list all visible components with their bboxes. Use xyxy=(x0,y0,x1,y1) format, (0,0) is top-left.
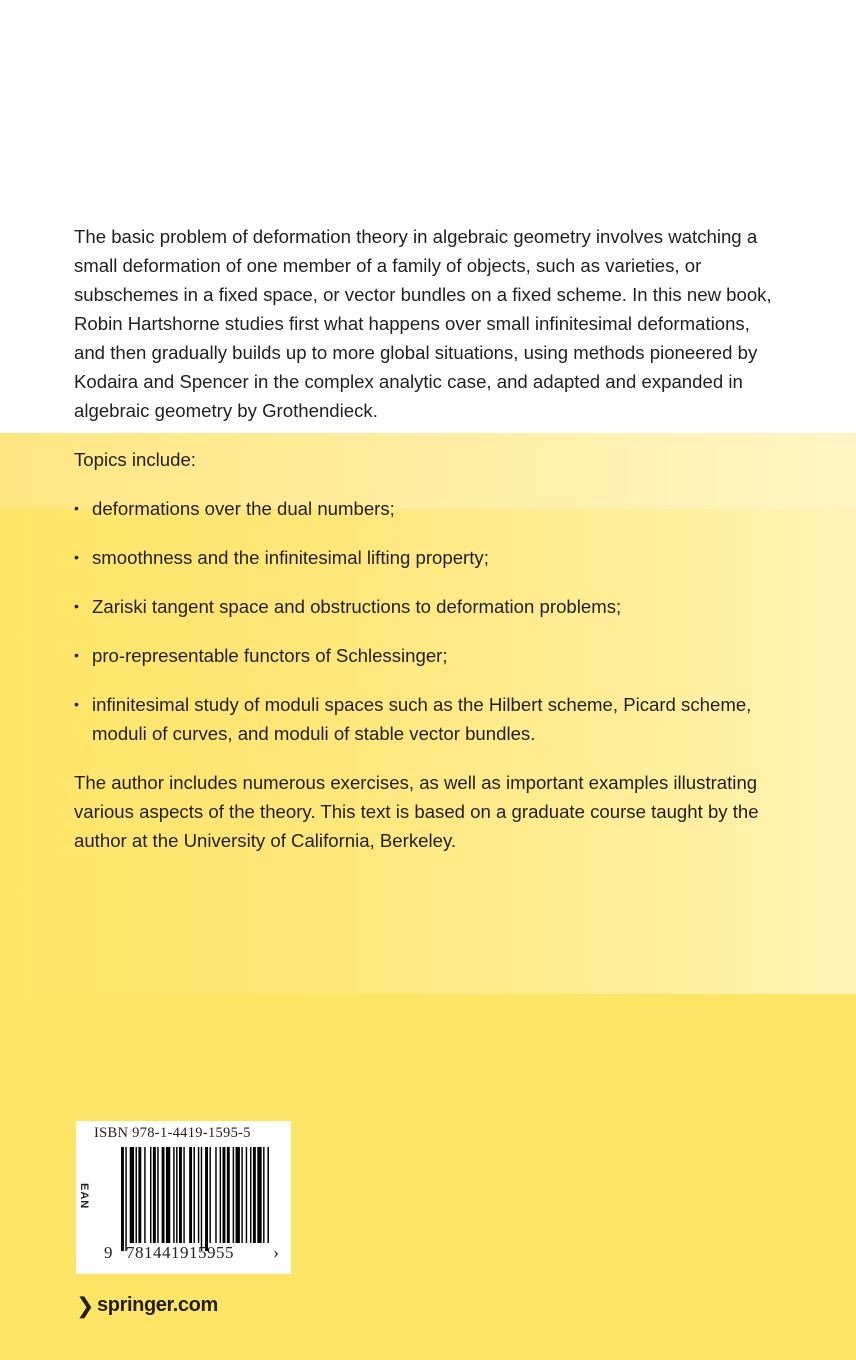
topic-item: • pro-representable functors of Schlessinger; xyxy=(74,641,774,670)
barcode-bar xyxy=(138,1147,141,1243)
publisher-site: springer.com xyxy=(97,1294,218,1316)
barcode-bar xyxy=(227,1147,230,1243)
ean-label: EAN xyxy=(78,1183,90,1210)
topics-heading: Topics include: xyxy=(74,449,196,470)
barcode-bar xyxy=(130,1147,134,1243)
ean-digit-string: 781441915955 xyxy=(126,1243,234,1262)
barcode-bar xyxy=(233,1147,234,1243)
topic-item: • infinitesimal study of moduli spaces such as the Hilbert scheme, Picard scheme, moduli of curves, and moduli of stable vector bundles. xyxy=(74,690,774,748)
barcode-bar xyxy=(220,1147,221,1243)
isbn-barcode-box xyxy=(76,1121,291,1274)
topics-list xyxy=(74,494,774,748)
closing-paragraph: The author includes numerous exercises, as well as important examples illustrating various aspects of the theory. This text is based on a graduate course taught by the author at the University of California, Berkeley. xyxy=(74,772,759,851)
barcode-bar xyxy=(236,1147,240,1243)
barcode-bar xyxy=(267,1147,269,1243)
barcode-bar xyxy=(125,1147,126,1251)
barcode-bar xyxy=(136,1147,137,1243)
barcode-bar xyxy=(121,1147,124,1251)
ean-quiet-zone-arrow: › xyxy=(273,1242,280,1262)
isbn-text: ISBN 978-1-4419-1595-5 xyxy=(94,1125,251,1141)
barcode-bar xyxy=(189,1147,192,1243)
intro-paragraph: The basic problem of deformation theory in algebraic geometry involves watching a small deformation of one member of a family of objects, such as varieties, or subschemes in a fixed space, or vector bundles on a fixed scheme. In this new book, Robin Hartshorne studies first what happens over small infinitesimal deformations, and then gradually builds up to more global situations, using methods pioneered by Kodaira and Spencer in the complex analytic case, and adapted and expanded in algebraic geometry by Grothendieck. xyxy=(74,226,772,421)
barcode-bar xyxy=(205,1147,208,1251)
barcode-bar xyxy=(241,1147,242,1243)
barcode-bar xyxy=(144,1147,145,1243)
barcode-bar xyxy=(157,1147,158,1243)
barcode-bar xyxy=(209,1147,210,1243)
barcode-bar xyxy=(173,1147,174,1243)
barcode-bar xyxy=(201,1147,202,1251)
barcode-bar xyxy=(263,1147,264,1243)
barcode-bar xyxy=(257,1147,261,1243)
topic-item: • Zariski tangent space and obstructions to deformation problems; xyxy=(74,592,774,621)
barcode-bar xyxy=(215,1147,216,1243)
chevron-right-icon: ❯ xyxy=(76,1292,95,1318)
barcode-bar xyxy=(176,1147,177,1243)
barcode-bar xyxy=(198,1147,199,1243)
publisher-link[interactable] xyxy=(76,1294,218,1317)
barcode-icon xyxy=(121,1147,269,1251)
barcode-bar xyxy=(250,1147,251,1243)
barcode-bar xyxy=(166,1147,170,1243)
barcode-bar xyxy=(223,1147,226,1243)
barcode-bar xyxy=(150,1147,151,1243)
barcode-bar xyxy=(194,1147,195,1243)
barcode-bar xyxy=(179,1147,182,1243)
barcode-bar xyxy=(246,1147,247,1243)
ean-first-digit: 9 xyxy=(104,1243,113,1262)
barcode-bar xyxy=(183,1147,184,1243)
topic-item: • deformations over the dual numbers; xyxy=(74,494,774,523)
barcode-bar xyxy=(162,1147,165,1243)
back-cover-text xyxy=(74,222,774,855)
barcode-bar xyxy=(253,1147,256,1243)
barcode-bar xyxy=(153,1147,156,1243)
topic-item: • smoothness and the infinitesimal lifting property; xyxy=(74,543,774,572)
